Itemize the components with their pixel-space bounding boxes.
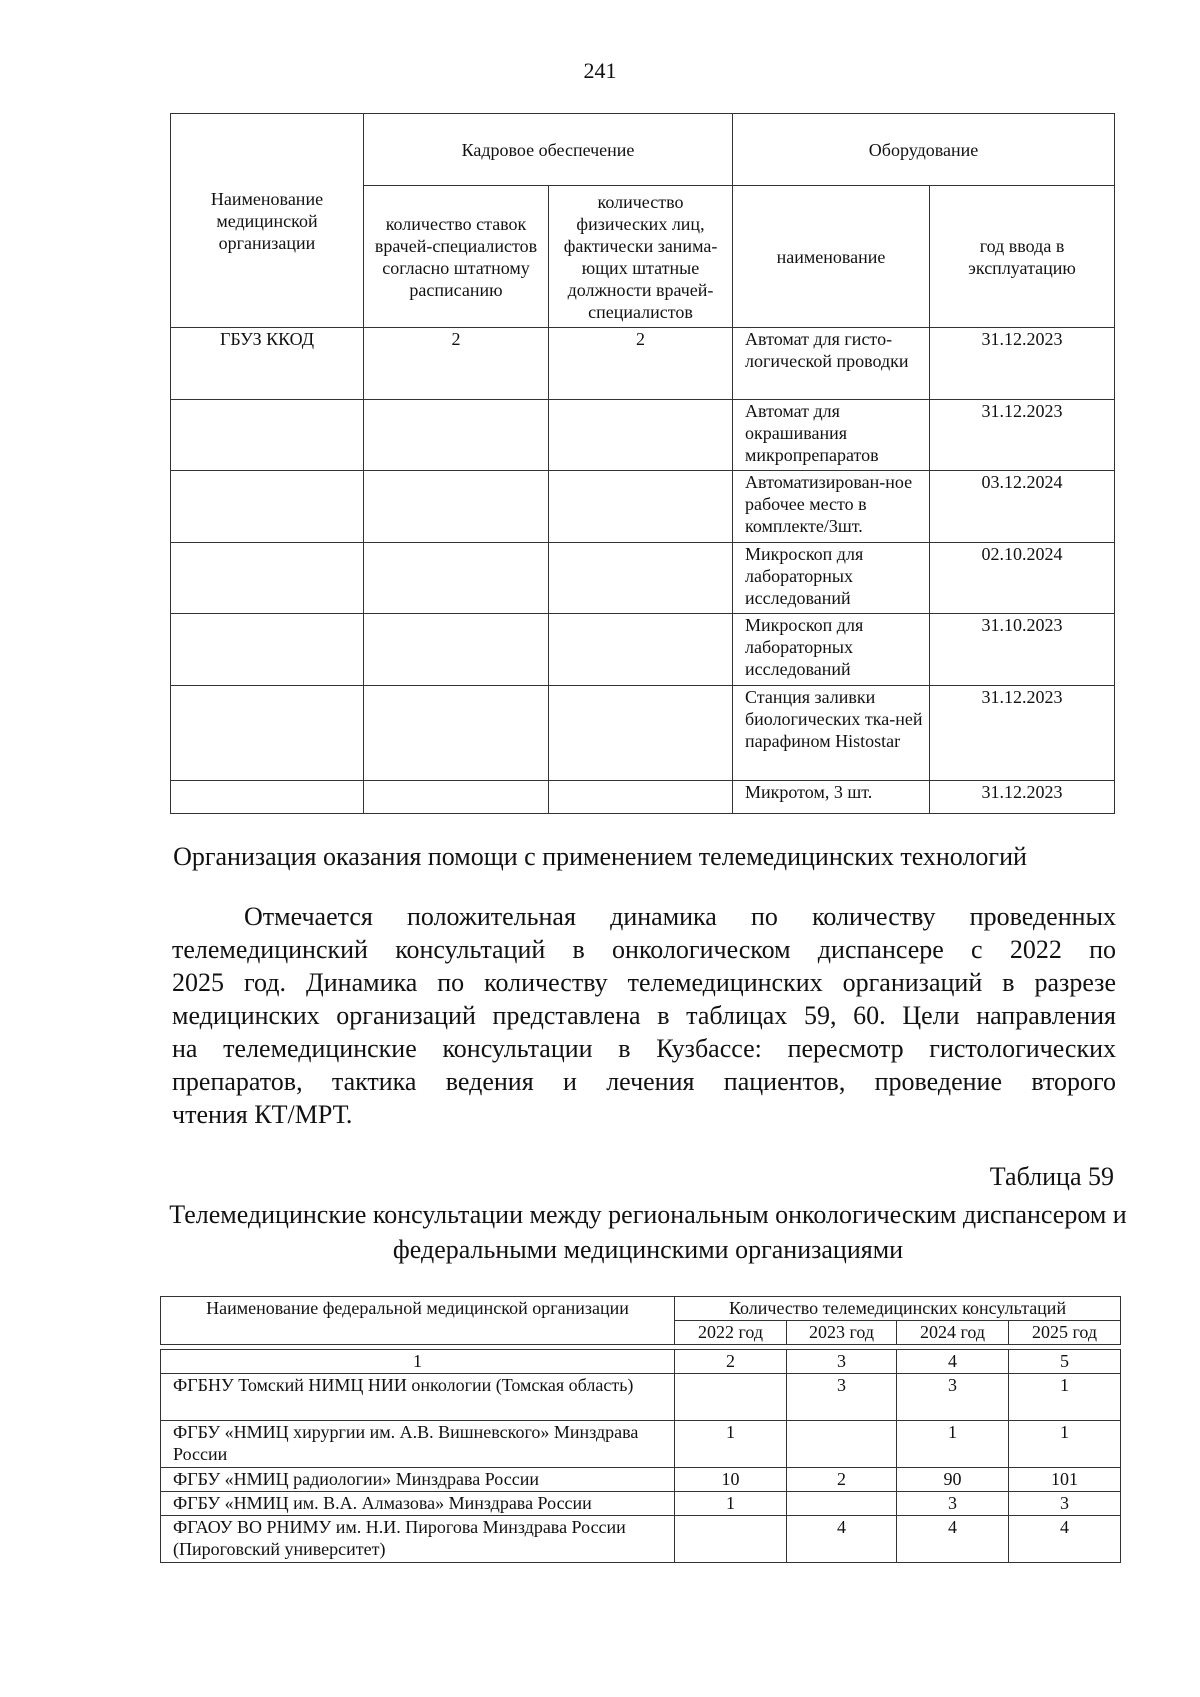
body-paragraph	[172, 900, 1116, 1131]
telemedicine-table-header	[160, 1296, 1121, 1345]
date-cell: 31.12.2023	[930, 328, 1115, 400]
equipment-cell: Автоматизирован-ное рабочее место в комплекте/3шт.	[733, 471, 930, 543]
org-cell	[171, 543, 364, 614]
positions-cell	[364, 400, 549, 471]
col-number: 2	[675, 1350, 787, 1374]
value-2023	[787, 1492, 897, 1516]
table-row	[171, 686, 1115, 781]
org-cell: ФГБУ «НМИЦ хирургии им. А.В. Вишневского» Минздрава России	[161, 1421, 675, 1468]
positions-cell: 2	[364, 328, 549, 400]
col-number: 3	[787, 1350, 897, 1374]
value-2024: 1	[897, 1421, 1009, 1468]
equipment-cell: Микроскоп для лабораторных исследований	[733, 543, 930, 614]
table-row	[171, 781, 1115, 814]
equipment-cell: Станция заливки биологических тка-ней парафином Histostar	[733, 686, 930, 781]
header-staff-positions: количество ставок врачей-специалистов согласно штатному расписанию	[364, 186, 549, 328]
header-equipment-year: год ввода в эксплуатацию	[930, 186, 1115, 328]
date-cell: 31.12.2023	[930, 781, 1115, 814]
table-row	[161, 1374, 1121, 1421]
header-org-name: Наименование медицинской организации	[171, 114, 364, 328]
positions-cell	[364, 614, 549, 686]
table-row	[171, 614, 1115, 686]
org-cell: ФГБУ «НМИЦ радиологии» Минздрава России	[161, 1468, 675, 1492]
date-cell: 31.12.2023	[930, 400, 1115, 471]
header-year-2024: 2024 год	[897, 1321, 1009, 1345]
org-cell: ФГБУ «НМИЦ им. В.А. Алмазова» Минздрава России	[161, 1492, 675, 1516]
value-2022	[675, 1516, 787, 1563]
paragraph-line: медицинских организаций представлена в таблицах 59, 60. Цели направления	[172, 1001, 1116, 1030]
table-number: Таблица 59	[989, 1162, 1114, 1191]
value-2024: 3	[897, 1492, 1009, 1516]
org-cell	[171, 614, 364, 686]
paragraph-line: телемедицинский консультаций в онкологическом диспансере с 2022 по	[172, 935, 1116, 964]
persons-cell	[549, 686, 733, 781]
header-year-2025: 2025 год	[1009, 1321, 1121, 1345]
date-cell: 03.12.2024	[930, 471, 1115, 543]
col-number: 5	[1009, 1350, 1121, 1374]
table-row	[171, 543, 1115, 614]
telemedicine-table	[160, 1349, 1121, 1563]
positions-cell	[364, 543, 549, 614]
table-title: Телемедицинские консультации между региональным онкологическим диспансером и федеральными медицинскими организациями	[169, 1200, 1127, 1264]
equipment-cell: Автомат для окрашивания микропрепаратов	[733, 400, 930, 471]
value-2023: 2	[787, 1468, 897, 1492]
persons-cell: 2	[549, 328, 733, 400]
date-cell: 31.12.2023	[930, 686, 1115, 781]
org-cell	[171, 400, 364, 471]
persons-cell	[549, 543, 733, 614]
value-2023	[787, 1421, 897, 1468]
table-row	[171, 471, 1115, 543]
table-row	[161, 1492, 1121, 1516]
value-2024: 4	[897, 1516, 1009, 1563]
header-equipment-group: Оборудование	[733, 114, 1115, 186]
org-cell	[171, 471, 364, 543]
col-number: 4	[897, 1350, 1009, 1374]
persons-cell	[549, 471, 733, 543]
value-2025: 3	[1009, 1492, 1121, 1516]
value-2022: 1	[675, 1421, 787, 1468]
org-cell: ГБУЗ ККОД	[171, 328, 364, 400]
header-year-2022: 2022 год	[675, 1321, 787, 1345]
section-title: Организация оказания помощи с применением телемедицинских технологий	[173, 842, 1027, 871]
page-number: 241	[583, 58, 617, 83]
value-2022: 10	[675, 1468, 787, 1492]
table-row	[161, 1421, 1121, 1468]
value-2025: 4	[1009, 1516, 1121, 1563]
table-row	[171, 328, 1115, 400]
paragraph-line: чтения КТ/МРТ.	[172, 1100, 353, 1129]
table-row	[171, 400, 1115, 471]
equipment-cell: Микротом, 3 шт.	[733, 781, 930, 814]
paragraph-line: Отмечается положительная динамика по количеству проведенных	[244, 902, 1116, 931]
value-2024: 90	[897, 1468, 1009, 1492]
persons-cell	[549, 781, 733, 814]
positions-cell	[364, 781, 549, 814]
header-federal-org: Наименование федеральной медицинской организации	[161, 1297, 675, 1345]
header-equipment-name: наименование	[733, 186, 930, 328]
persons-cell	[549, 614, 733, 686]
equipment-cell: Микроскоп для лабораторных исследований	[733, 614, 930, 686]
value-2022: 1	[675, 1492, 787, 1516]
header-consult-count: Количество телемедицинских консультаций	[675, 1297, 1121, 1321]
paragraph-line: 2025 год. Динамика по количеству телемедицинских организаций в разрезе	[172, 968, 1116, 997]
org-cell: ФГАОУ ВО РНИМУ им. Н.И. Пирогова Минздрава России (Пироговский университет)	[161, 1516, 675, 1563]
table-row	[161, 1516, 1121, 1563]
paragraph-line: препаратов, тактика ведения и лечения пациентов, проведение второго	[172, 1067, 1116, 1096]
org-cell	[171, 781, 364, 814]
paragraph-line: на телемедицинские консультации в Кузбассе: пересмотр гистологических	[172, 1034, 1116, 1063]
persons-cell	[549, 400, 733, 471]
staff-equipment-table	[170, 113, 1115, 814]
value-2025: 1	[1009, 1374, 1121, 1421]
value-2024: 3	[897, 1374, 1009, 1421]
date-cell: 31.10.2023	[930, 614, 1115, 686]
value-2025: 1	[1009, 1421, 1121, 1468]
value-2023: 3	[787, 1374, 897, 1421]
value-2022	[675, 1374, 787, 1421]
value-2025: 101	[1009, 1468, 1121, 1492]
col-number: 1	[161, 1350, 675, 1374]
org-cell: ФГБНУ Томский НИМЦ НИИ онкологии (Томская область)	[161, 1374, 675, 1421]
equipment-cell: Автомат для гисто-логической проводки	[733, 328, 930, 400]
header-staff-group: Кадровое обеспечение	[364, 114, 733, 186]
positions-cell	[364, 471, 549, 543]
table-row	[161, 1468, 1121, 1492]
numbering-row	[161, 1350, 1121, 1374]
org-cell	[171, 686, 364, 781]
date-cell: 02.10.2024	[930, 543, 1115, 614]
header-year-2023: 2023 год	[787, 1321, 897, 1345]
value-2023: 4	[787, 1516, 897, 1563]
header-staff-persons: количество физических лиц, фактически занима-ющих штатные должности врачей-специалистов	[549, 186, 733, 328]
positions-cell	[364, 686, 549, 781]
